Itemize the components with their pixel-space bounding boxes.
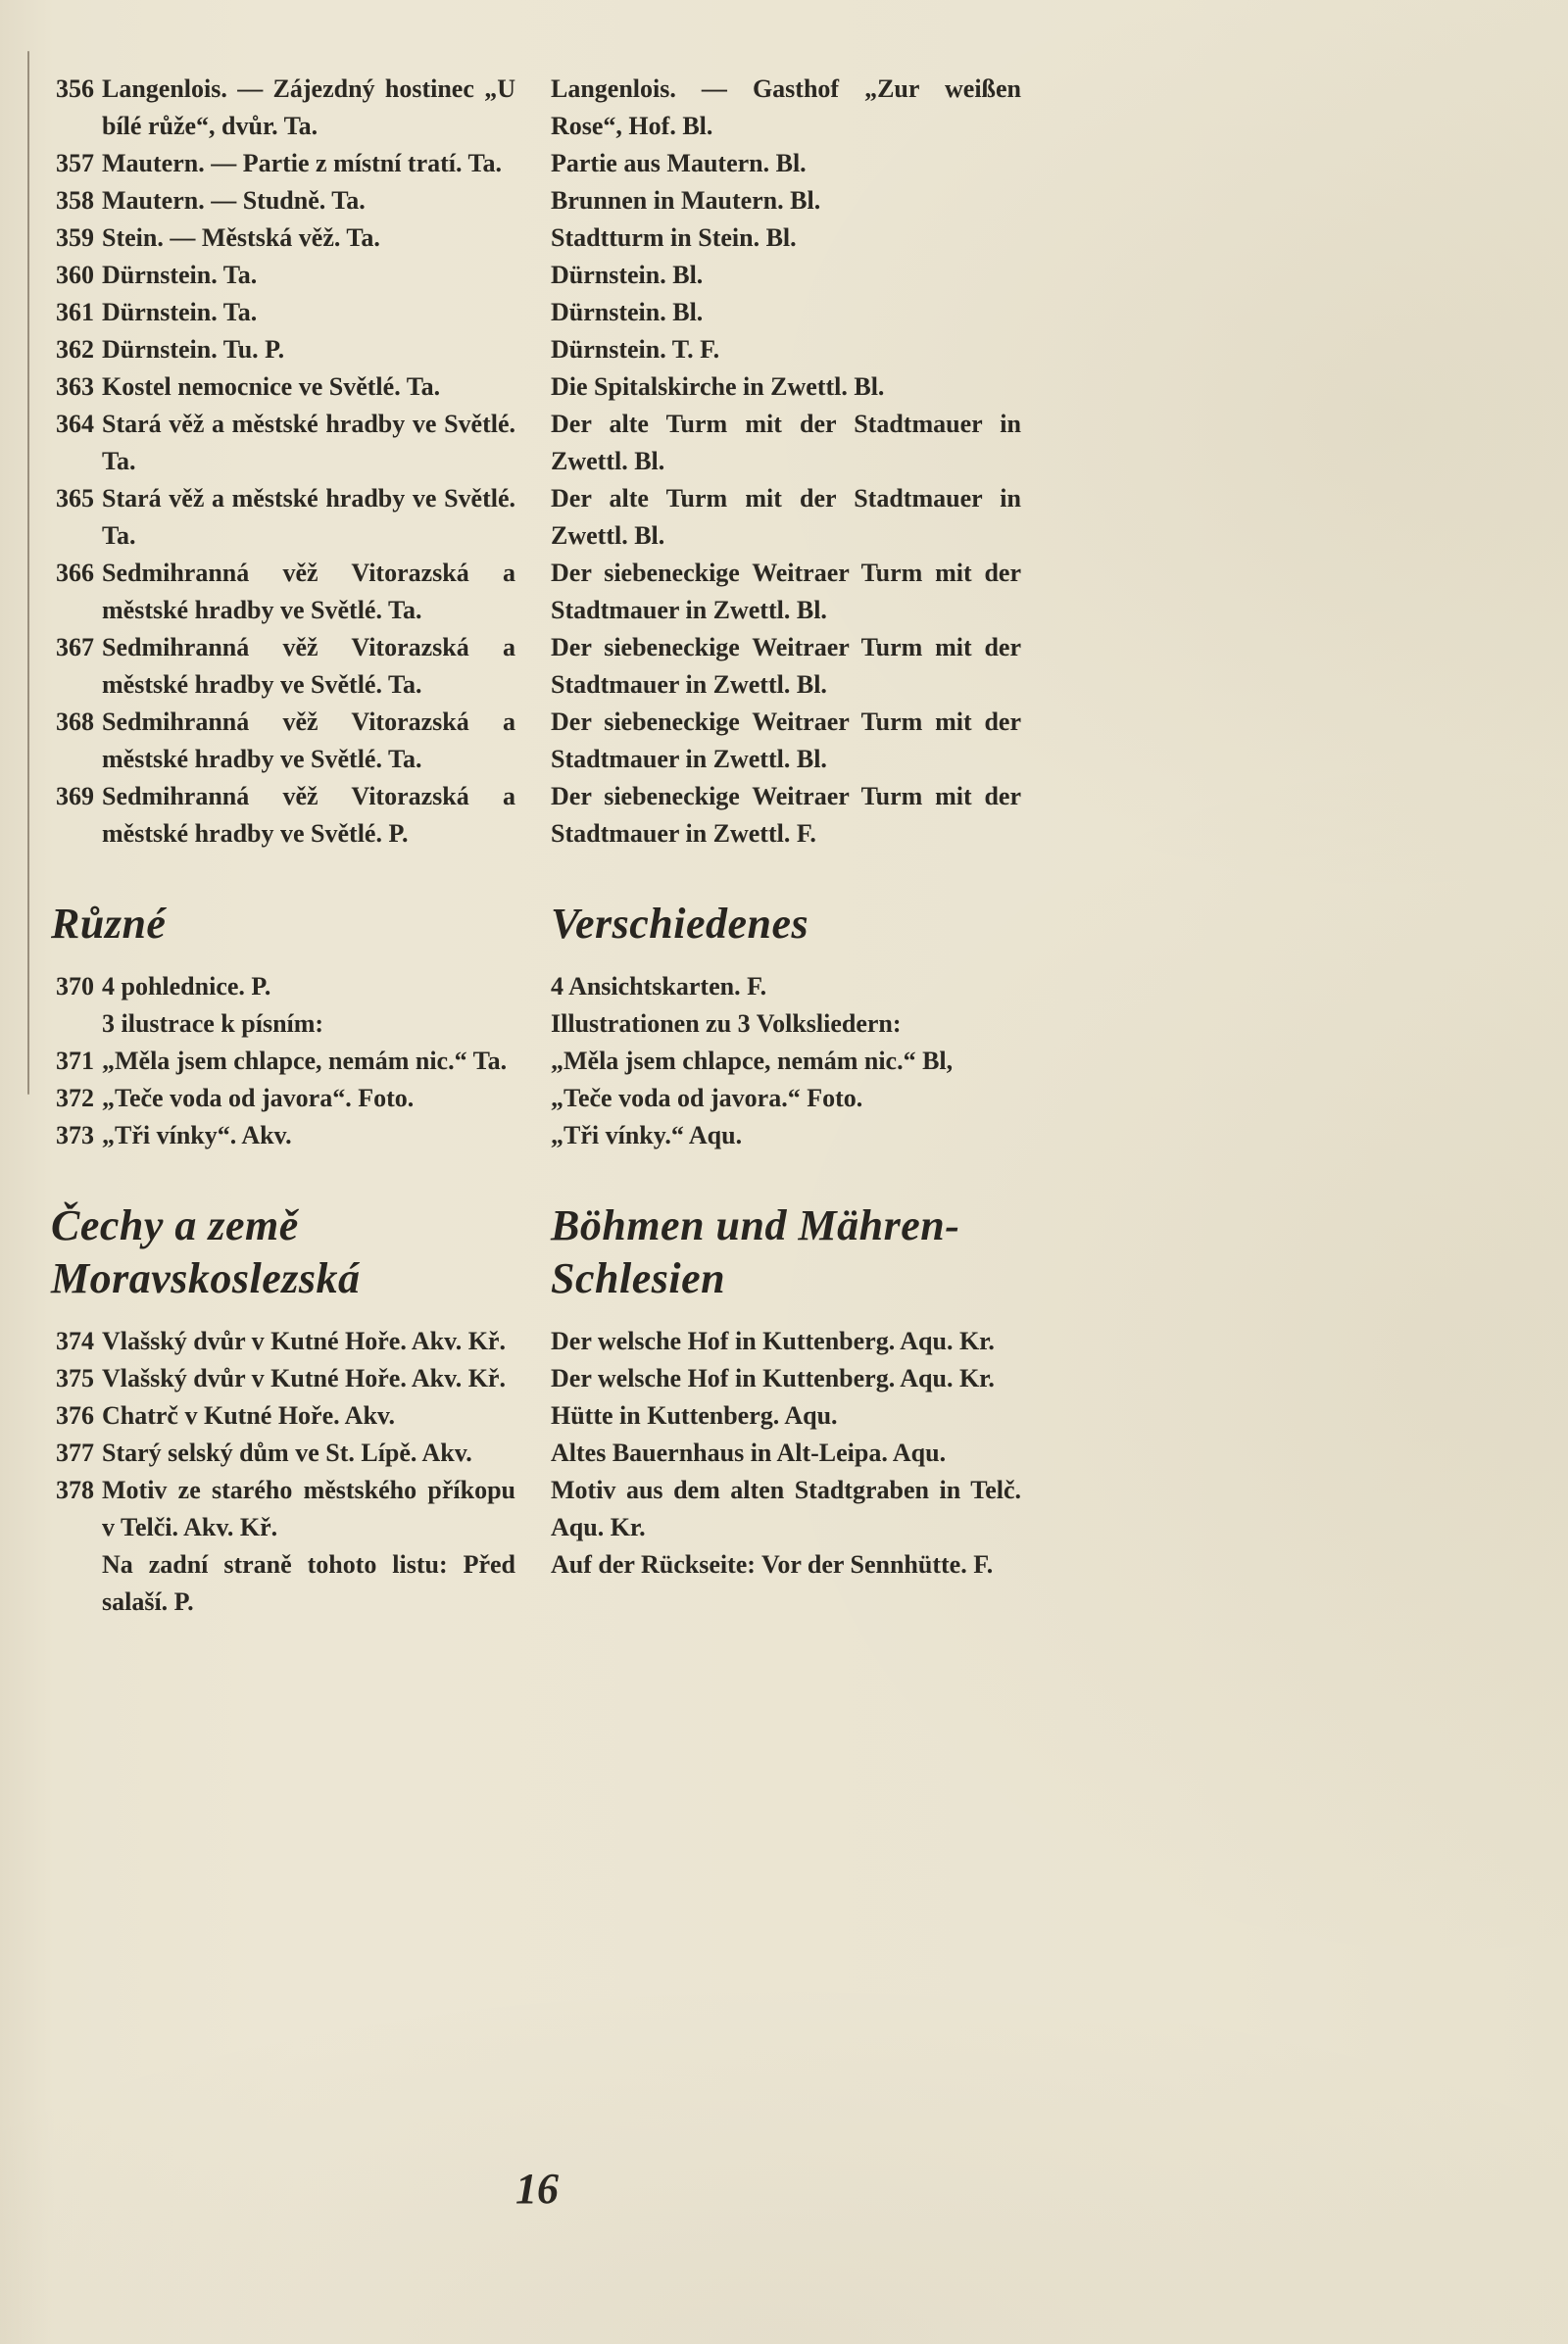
entry-text-czech: Mautern. — Partie z místní tratí. Ta. <box>102 149 502 177</box>
entry-number: 374 <box>56 1327 94 1355</box>
entry-number: 363 <box>56 372 94 401</box>
entry-text-german: „Měla jsem chlapce, nemám nic.“ Bl, <box>551 1047 954 1075</box>
catalog-entry <box>51 1360 1023 1397</box>
entry-number: 367 <box>56 633 94 661</box>
entry-number: 370 <box>56 972 94 1001</box>
entry-text-czech: Vlašský dvůr v Kutné Hoře. Akv. Kř. <box>102 1364 506 1392</box>
entry-text-czech: Chatrč v Kutné Hoře. Akv. <box>102 1401 395 1430</box>
entry-text-german: Motiv aus dem alten Stadtgraben in Telč. Aqu. Kr. <box>551 1476 1021 1541</box>
entry-text-german: Langenlois. — Gasthof „Zur weißen Rose“, Hof. Bl. <box>551 74 1021 140</box>
entry-text-german: Hütte in Kuttenberg. Aqu. <box>551 1401 838 1430</box>
entry-text-czech: Vlašský dvůr v Kutné Hoře. Akv. Kř. <box>102 1327 506 1355</box>
entry-text-czech: „Měla jsem chlapce, nemám nic.“ Ta. <box>102 1047 508 1075</box>
catalog-entry <box>51 704 1023 778</box>
entry-text-german: Dürnstein. Bl. <box>551 298 704 326</box>
entry-text-german: 4 Ansichtskarten. F. <box>551 972 767 1001</box>
entry-text-german: Altes Bauernhaus in Alt-Leipa. Aqu. <box>551 1439 947 1467</box>
catalog-content <box>51 71 1023 1621</box>
catalog-entry <box>51 257 1023 294</box>
entry-text-german: Dürnstein. T. F. <box>551 335 720 364</box>
entry-text-czech: Dürnstein. Ta. <box>102 261 258 289</box>
entry-text-czech: Stará věž a městské hradby ve Světlé. Ta. <box>102 410 515 475</box>
catalog-entry <box>51 1435 1023 1472</box>
entry-number <box>51 1005 94 1043</box>
section-heading-row <box>51 1199 1023 1305</box>
section-heading-german: Verschiedenes <box>551 900 809 948</box>
catalog-entry <box>51 555 1023 629</box>
entry-text-czech: 4 pohlednice. P. <box>102 972 271 1001</box>
catalog-entry <box>51 480 1023 555</box>
catalog-entry <box>51 778 1023 853</box>
entry-number: 365 <box>56 484 94 513</box>
entry-text-german: Stadtturm in Stein. Bl. <box>551 223 797 252</box>
entry-text-german: „Teče voda od javora.“ Foto. <box>551 1084 863 1112</box>
section-heading-czech: Různé <box>51 900 167 948</box>
catalog-entry <box>51 368 1023 406</box>
catalog-entry <box>51 71 1023 145</box>
entry-text-german: Der alte Turm mit der Stadtmauer in Zwettl. Bl. <box>551 410 1021 475</box>
entry-text-czech: Sedmihranná věž Vitorazská a městské hradby ve Světlé. P. <box>102 782 515 848</box>
catalog-entry <box>51 220 1023 257</box>
catalog-entry <box>51 629 1023 704</box>
entry-text-czech: Dürnstein. Ta. <box>102 298 258 326</box>
entry-number: 361 <box>56 298 94 326</box>
entry-text-czech: Sedmihranná věž Vitorazská a městské hradby ve Světlé. Ta. <box>102 559 515 624</box>
entry-number: 359 <box>56 223 94 252</box>
entry-number <box>51 1546 94 1621</box>
entry-text-german: Dürnstein. Bl. <box>551 261 704 289</box>
entry-number: 375 <box>56 1364 94 1392</box>
section-heading-czech: Čechy a země Moravskoslezská <box>51 1201 361 1302</box>
entry-number: 372 <box>56 1084 94 1112</box>
entry-number: 373 <box>56 1121 94 1149</box>
catalog-entry <box>51 294 1023 331</box>
catalog-entry <box>51 1043 1023 1080</box>
catalog-entry <box>51 1080 1023 1117</box>
entry-text-czech: Langenlois. — Zájezdný hostinec „U bílé růže“, dvůr. Ta. <box>102 74 515 140</box>
entry-number: 360 <box>56 261 94 289</box>
entry-number: 356 <box>56 74 94 103</box>
entry-number: 368 <box>56 708 94 736</box>
entry-text-german: Der siebeneckige Weitraer Turm mit der Stadtmauer in Zwettl. Bl. <box>551 633 1021 699</box>
entry-text-czech: „Teče voda od javora“. Foto. <box>102 1084 415 1112</box>
catalog-section <box>51 1199 1023 1621</box>
entry-text-german: Der siebeneckige Weitraer Turm mit der Stadtmauer in Zwettl. F. <box>551 782 1021 848</box>
catalog-section <box>51 898 1023 1154</box>
entry-text-czech: Starý selský dům ve St. Lípě. Akv. <box>102 1439 472 1467</box>
catalog-entry <box>51 1323 1023 1360</box>
entry-text-czech: Dürnstein. Tu. P. <box>102 335 285 364</box>
catalog-entry <box>51 145 1023 182</box>
page-number: 16 <box>515 2165 559 2213</box>
entry-text-czech: Motiv ze starého městského příkopu v Telči. Akv. Kř. <box>102 1476 515 1541</box>
entry-text-czech: Kostel nemocnice ve Světlé. Ta. <box>102 372 441 401</box>
catalog-entry <box>51 406 1023 480</box>
entry-text-german: „Tři vínky.“ Aqu. <box>551 1121 743 1149</box>
entry-text-czech: Sedmihranná věž Vitorazská a městské hradby ve Světlé. Ta. <box>102 633 515 699</box>
catalog-entry <box>51 968 1023 1005</box>
catalog-entry <box>51 1397 1023 1435</box>
entry-text-german: Der welsche Hof in Kuttenberg. Aqu. Kr. <box>551 1327 995 1355</box>
entry-number: 364 <box>56 410 94 438</box>
entry-number: 357 <box>56 149 94 177</box>
catalog-entry <box>51 1005 1023 1043</box>
entry-text-german: Die Spitalskirche in Zwettl. Bl. <box>551 372 885 401</box>
entry-text-german: Illustrationen zu 3 Volksliedern: <box>551 1009 902 1038</box>
entry-text-czech: Sedmihranná věž Vitorazská a městské hradby ve Světlé. Ta. <box>102 708 515 773</box>
entry-number: 362 <box>56 335 94 364</box>
section-heading-german: Böhmen und Mähren-Schlesien <box>551 1201 960 1302</box>
catalog-entry <box>51 1546 1023 1621</box>
catalog-entry <box>51 331 1023 368</box>
entry-text-german: Partie aus Mautern. Bl. <box>551 149 807 177</box>
entry-text-czech: Stein. — Městská věž. Ta. <box>102 223 380 252</box>
entry-text-german: Auf der Rückseite: Vor der Sennhütte. F. <box>551 1550 994 1579</box>
entry-text-german: Brunnen in Mautern. Bl. <box>551 186 821 215</box>
section-heading-row <box>51 898 1023 951</box>
entry-number: 378 <box>56 1476 94 1504</box>
entry-text-german: Der welsche Hof in Kuttenberg. Aqu. Kr. <box>551 1364 995 1392</box>
catalog-entry <box>51 1117 1023 1154</box>
catalog-entry <box>51 1472 1023 1546</box>
catalog-section <box>51 71 1023 853</box>
entry-text-czech: Stará věž a městské hradby ve Světlé. Ta. <box>102 484 515 550</box>
entry-text-german: Der siebeneckige Weitraer Turm mit der Stadtmauer in Zwettl. Bl. <box>551 708 1021 773</box>
entry-text-czech: Mautern. — Studně. Ta. <box>102 186 366 215</box>
entry-text-czech: 3 ilustrace k písním: <box>102 1009 324 1038</box>
scan-artifact-line <box>27 51 29 1095</box>
entry-number: 366 <box>56 559 94 587</box>
entry-text-german: Der alte Turm mit der Stadtmauer in Zwettl. Bl. <box>551 484 1021 550</box>
entry-number: 371 <box>56 1047 94 1075</box>
catalog-entry <box>51 182 1023 220</box>
entry-text-german: Der siebeneckige Weitraer Turm mit der Stadtmauer in Zwettl. Bl. <box>551 559 1021 624</box>
entry-number: 369 <box>56 782 94 810</box>
entry-text-czech: Na zadní straně tohoto listu: Před salaší. P. <box>102 1550 515 1616</box>
entry-number: 358 <box>56 186 94 215</box>
entry-number: 377 <box>56 1439 94 1467</box>
entry-number: 376 <box>56 1401 94 1430</box>
entry-text-czech: „Tři vínky“. Akv. <box>102 1121 292 1149</box>
